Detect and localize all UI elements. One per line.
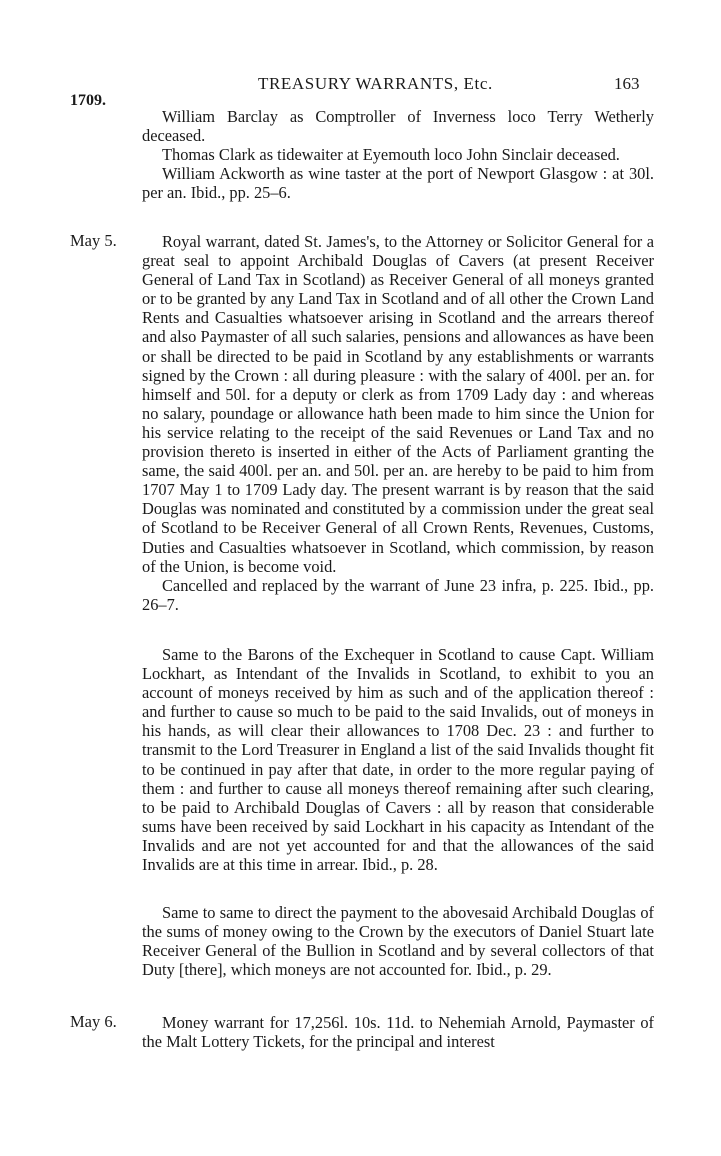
barons-block	[142, 645, 654, 874]
entry-royal-warrant: Royal warrant, dated St. James's, to the Attorney or Solicitor General for a great seal to appoint Archibald Douglas of Cavers (at present Receiver General of Land Tax in Scotland) as Receiver General of all moneys granted or to be granted by any Land Tax in Scotland and of all other the Crown Land Rents and Casualties whatsoever arising in Scotland and the arrears thereof and also Paymaster of all such salaries, pensions and allowances as have been or shall be directed to be paid in Scotland by any establishments or warrants signed by the Crown : all during pleasure : with the salary of 400l. per an. for himself and 50l. for a deputy or clerk as from 1709 Lady day : and whereas no salary, poundage or allowance hath been made to him since the Union for his service relating to the receipt of the said Revenues or Land Tax and no provision thereto is inserted in either of the Acts of Parliament granting the same, the said 400l. per an. and 50l. per an. are hereby to be paid to him from 1707 May 1 to 1709 Lady day. The present warrant is by reason that the said Douglas was nominated and constituted by a commission under the great seal of Scotland to be Receiver General of all Crown Rents, Revenues, Customs, Duties and Casualties whatsoever in Scotland, which commission, by reason of the Union, is become void.	[142, 232, 654, 576]
entry-barons: Same to the Barons of the Exchequer in Scotland to cause Capt. William Lockhart, as Intendant of the Invalids in Scotland, to exhibit to you an account of moneys received by him as such and of the application thereof : and further to cause so much to be paid to the said Invalids, out of moneys in his hands, as will clear their allowances to 1708 Dec. 23 : and further to transmit to the Lord Treasurer in England a list of the said Invalids thought fit to be continued in pay after that date, in order to the more regular paying of them : and further to cause all moneys thereof remaining after such clearing, to be paid to Archibald Douglas of Cavers : all by reason that considerable sums have been received by said Lockhart in his capacity as Intendant of the Invalids and are not yet accounted for and that the allowances of the said Invalids are at this time in arrear. Ibid., p. 28.	[142, 645, 654, 875]
entry-cancelled: Cancelled and replaced by the warrant of June 23 infra, p. 225. Ibid., pp. 26–7.	[142, 575, 654, 614]
same-to-same-block	[142, 903, 654, 979]
entry-same-to-same: Same to same to direct the payment to the abovesaid Archibald Douglas of the sums of money owing to the Crown by the executors of Daniel Stuart late Receiver General of the Bullion in Scotland and by several collectors of that Duty [there], which moneys are not accounted for. Ibid., p. 29.	[142, 903, 654, 980]
entry-money-warrant: Money warrant for 17,256l. 10s. 11d. to Nehemiah Arnold, Paymaster of the Malt Lottery Tickets, for the principal and interest	[142, 1013, 654, 1052]
royal-warrant-block	[142, 232, 654, 614]
page-number: 163	[614, 74, 640, 93]
entry-clark: Thomas Clark as tidewaiter at Eyemouth loco John Sinclair deceased.	[162, 145, 620, 165]
margin-year: 1709.	[70, 92, 106, 109]
margin-date-may6: May 6.	[70, 1012, 117, 1031]
appointments-block	[142, 107, 654, 202]
entry-barclay: William Barclay as Comptroller of Inverness loco Terry Wetherly deceased.	[142, 107, 654, 146]
money-warrant-block	[142, 1013, 654, 1051]
entry-ackworth: William Ackworth as wine taster at the port of Newport Glasgow : at 30l. per an. Ibid., pp. 25–6.	[142, 164, 654, 203]
margin-date-may5: May 5.	[70, 231, 117, 250]
running-title: TREASURY WARRANTS, Etc.	[258, 74, 493, 93]
